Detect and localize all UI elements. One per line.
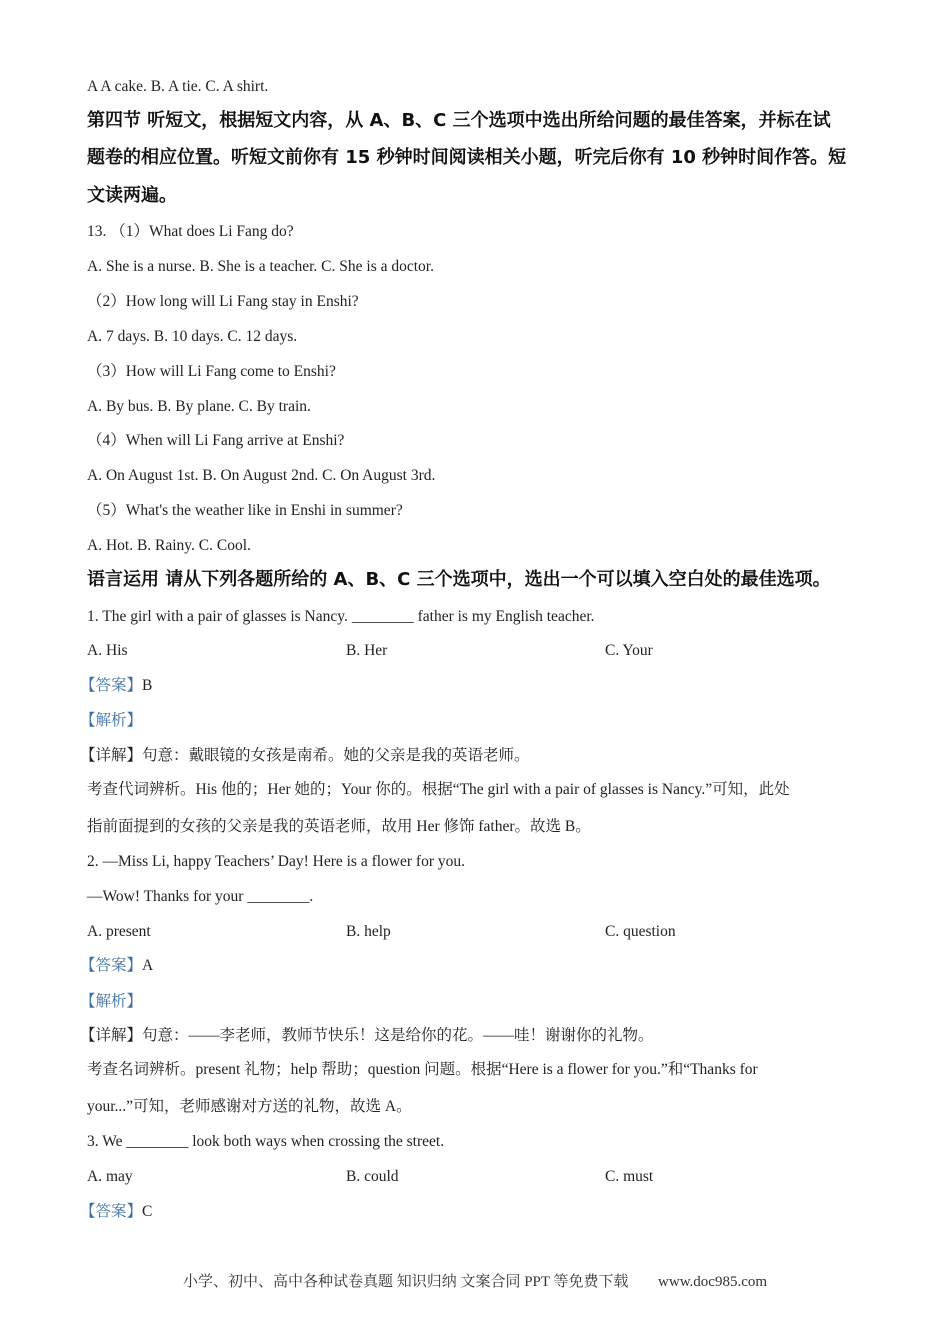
listening-options-2: A. 7 days. B. 10 days. C. 12 days. (87, 328, 298, 345)
q1-option-b: B. Her (346, 642, 388, 659)
detail-tag: 【详解】 (80, 1027, 143, 1044)
q2-detail (80, 1026, 654, 1046)
listening-question-5: （5）What's the weather like in Enshi in summer? (87, 502, 403, 519)
previous-question-options: A A cake. B. A tie. C. A shirt. (87, 78, 269, 95)
q3-stem: 3. We ________ look both ways when crossing the street. (87, 1133, 445, 1150)
listening-options-1: A. She is a nurse. B. She is a teacher. C. She is a doctor. (87, 258, 434, 275)
language-use-heading: 语言运用 请从下列各题所给的 A、B、C 三个选项中，选出一个可以填入空白处的最佳选项。 (87, 569, 831, 590)
q2-stem-line1: 2. —Miss Li, happy Teachers’ Day! Here is a flower for you. (87, 853, 465, 870)
page-footer (0, 1270, 950, 1291)
q3-option-b: B. could (346, 1168, 399, 1185)
detail-tag: 【详解】 (80, 747, 143, 764)
answer-tag: 【答案】 (80, 677, 143, 694)
listening-options-5: A. Hot. B. Rainy. C. Cool. (87, 537, 251, 554)
section4-heading-line1: 第四节 听短文，根据短文内容，从 A、B、C 三个选项中选出所给问题的最佳答案，并标在试 (87, 110, 831, 131)
q2-explanation-line1: 考查名词辨析。present 礼物；help 帮助；question 问题。根据“Here is a flower for you.”和“Thanks for (87, 1061, 758, 1078)
answer-value: A (142, 957, 154, 974)
q1-analysis-tag: 【解析】 (80, 712, 143, 729)
q1-answer (80, 676, 152, 696)
q1-explanation-line2: 指前面提到的女孩的父亲是我的英语老师，故用 Her 修饰 father。故选 B。 (87, 818, 591, 835)
q2-analysis-tag: 【解析】 (80, 993, 143, 1010)
q2-option-c: C. question (605, 923, 676, 940)
listening-options-4: A. On August 1st. B. On August 2nd. C. On August 3rd. (87, 467, 436, 484)
q1-detail (80, 746, 530, 766)
footer-text: 小学、初中、高中各种试卷真题 知识归纳 文案合同 PPT 等免费下载 (182, 1274, 629, 1290)
q2-stem-line2: —Wow! Thanks for your ________. (87, 888, 314, 905)
listening-options-3: A. By bus. B. By plane. C. By train. (87, 398, 311, 415)
answer-value: C (142, 1203, 153, 1220)
q1-stem: 1. The girl with a pair of glasses is Nancy. ________ father is my English teacher. (87, 608, 595, 625)
q2-option-b: B. help (346, 923, 391, 940)
footer-url[interactable]: www.doc985.com (658, 1274, 768, 1290)
listening-question-2: （2）How long will Li Fang stay in Enshi? (87, 293, 359, 310)
q1-option-a: A. His (87, 642, 128, 659)
listening-question-1: 13. （1）What does Li Fang do? (87, 223, 294, 240)
answer-tag: 【答案】 (80, 1203, 143, 1220)
q3-option-c: C. must (605, 1168, 654, 1185)
q2-answer (80, 956, 153, 976)
detail-text: 句意：——李老师，教师节快乐！这是给你的花。——哇！谢谢你的礼物。 (142, 1027, 654, 1044)
q2-explanation-line2: your...”可知，老师感谢对方送的礼物，故选 A。 (87, 1098, 412, 1115)
q3-option-a: A. may (87, 1168, 133, 1185)
answer-tag: 【答案】 (80, 957, 143, 974)
q2-option-a: A. present (87, 923, 151, 940)
section4-heading-line3: 文读两遍。 (87, 185, 177, 206)
q3-answer (80, 1202, 152, 1222)
q1-explanation-line1: 考查代词辨析。His 他的；Her 她的；Your 你的。根据“The girl with a pair of glasses is Nancy.”可知，此处 (87, 781, 790, 798)
listening-question-4: （4）When will Li Fang arrive at Enshi? (87, 432, 345, 449)
q1-option-c: C. Your (605, 642, 653, 659)
listening-question-3: （3）How will Li Fang come to Enshi? (87, 363, 336, 380)
detail-text: 句意：戴眼镜的女孩是南希。她的父亲是我的英语老师。 (142, 747, 530, 764)
answer-value: B (142, 677, 153, 694)
section4-heading-line2: 题卷的相应位置。听短文前你有 15 秒钟时间阅读相关小题，听完后你有 10 秒钟时间作答。短 (87, 147, 847, 168)
